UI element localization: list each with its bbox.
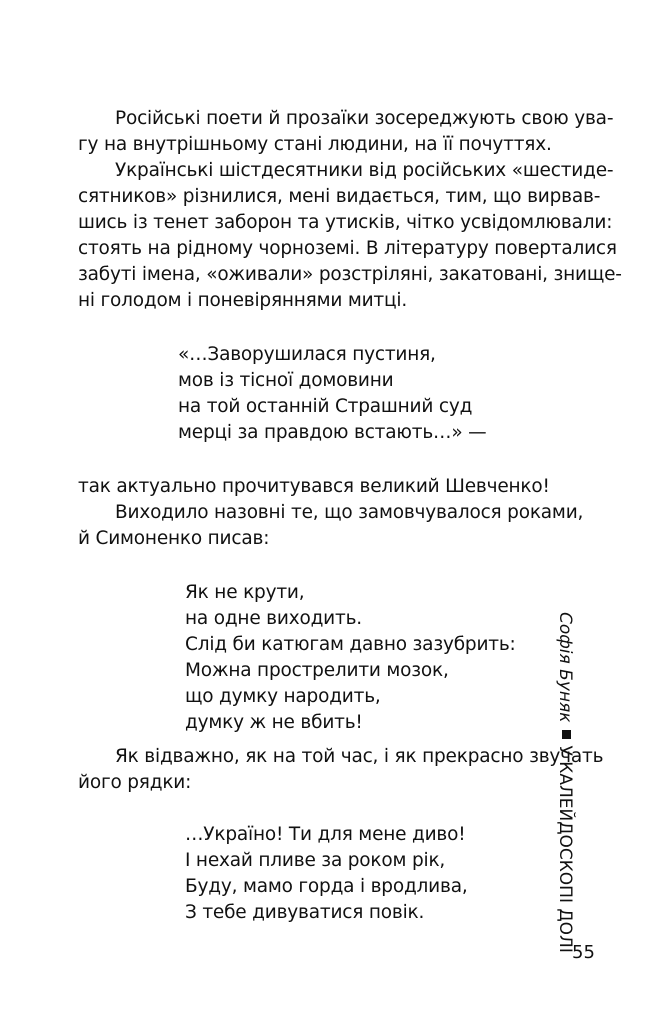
quote-line: Буду, мамо горда і вродлива, [185,876,468,897]
text-line: Російські поети й прозаїки зосереджують свою ува- [115,108,614,129]
text-line: забуті імена, «оживали» розстріляні, закатовані, знище- [78,264,622,285]
quote-line: «…Заворушилася пустиня, [178,344,436,365]
text-line: його рядки: [78,772,192,793]
running-head-book-title: У КАЛЕЙДОСКОПІ ДОЛІ [555,745,575,953]
running-head [554,612,576,953]
quote-line: мерці за правдою встають…» — [178,422,487,443]
quote-line: думку ж не вбить! [185,712,363,733]
quote-line: Можна прострелити мозок, [185,660,449,681]
quote-line: Як не крути, [185,582,305,603]
text-line: Виходило назовні те, що замовчувалося роками, [115,502,584,523]
text-line: Як відважно, як на той час, і як прекрасно звучать [115,746,604,767]
quote-line: що думку народить, [185,686,381,707]
quote-line: З тебе дивуватися повік. [185,902,425,923]
text-line: шись із тенет заборон та утисків, чітко усвідомлювали: [78,212,613,233]
quote-line: на одне виходить. [185,608,362,629]
square-bullet-icon [562,730,571,739]
text-line: сятников» різнилися, мені видається, тим, що вирвав- [78,186,601,207]
running-head-author: Софія Буняк [555,612,575,723]
quote-line: на той останній Страшний суд [178,396,473,417]
page-number: 55 [572,942,595,963]
quote-line: Слід би катюгам давно зазубрить: [185,634,516,655]
text-line: ні голодом і поневіряннями митці. [78,290,408,311]
quote-line: мов із тісної домовини [178,370,394,391]
quote-line: І нехай пливе за роком рік, [185,850,446,871]
text-line: гу на внутрішньому стані людини, на її почуттях. [78,134,552,155]
text-line: й Симоненко писав: [78,528,270,549]
text-line: стоять на рідному чорноземі. В літературу поверталися [78,238,617,259]
quote-line: …Україно! Ти для мене диво! [185,824,466,845]
text-line: так актуально прочитувався великий Шевченко! [78,476,550,497]
text-line: Українські шістдесятники від російських «шестиде- [115,160,614,181]
